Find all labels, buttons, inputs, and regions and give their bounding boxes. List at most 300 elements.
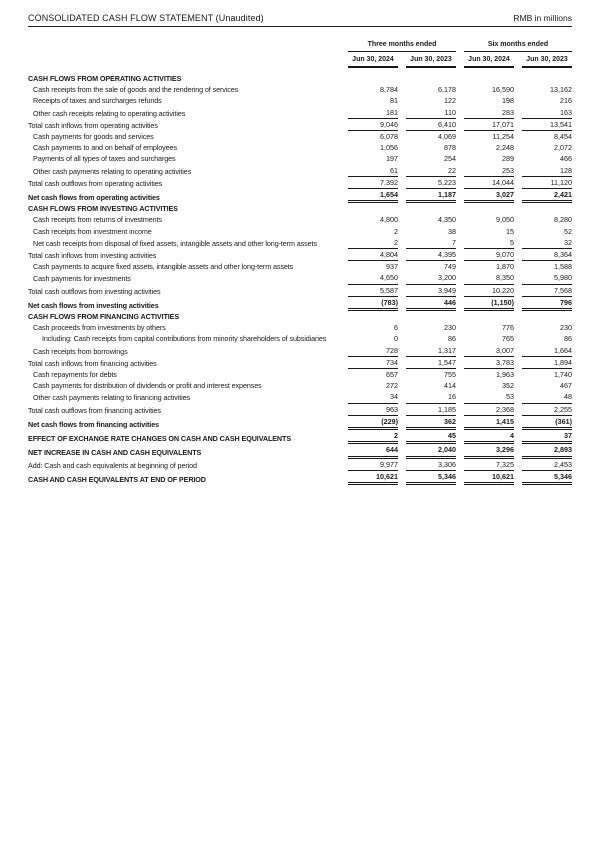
statement-row <box>28 249 572 261</box>
value-cell <box>340 416 398 430</box>
value-cell <box>340 153 398 164</box>
cell-value: 52 <box>564 226 573 236</box>
cell-value: 2 <box>394 226 398 236</box>
value-cell <box>398 73 456 84</box>
cell-value: 5,346 <box>406 471 456 485</box>
value-cell <box>456 84 514 95</box>
cell-value: 254 <box>444 154 456 164</box>
value-cell <box>514 430 572 444</box>
cell-value: 3,306 <box>406 459 456 471</box>
statement-row <box>28 345 572 357</box>
cell-value: 34 <box>348 391 398 403</box>
value-cell <box>398 391 456 403</box>
value-cell <box>514 142 572 153</box>
cell-value <box>464 311 514 322</box>
value-cell <box>340 471 398 485</box>
cell-value: 2,453 <box>522 459 572 471</box>
cell-value: 38 <box>448 226 456 236</box>
cell-value: 2,368 <box>464 404 514 416</box>
cell-value: 7,568 <box>522 285 572 297</box>
column-date-header-row <box>28 52 572 68</box>
cell-value: 283 <box>464 107 514 119</box>
cell-value: 198 <box>502 96 514 106</box>
cell-value: 16 <box>406 391 456 403</box>
value-cell <box>514 214 572 225</box>
period-group-header-row <box>28 40 572 52</box>
value-cell <box>456 459 514 471</box>
cell-value: 163 <box>522 107 572 119</box>
cell-value: 9,046 <box>348 119 398 131</box>
cell-value: 7,392 <box>348 177 398 189</box>
value-cell <box>340 177 398 189</box>
value-cell <box>340 226 398 237</box>
cell-value: 4,650 <box>348 272 398 284</box>
cell-value: 216 <box>560 96 573 106</box>
value-cell <box>340 107 398 119</box>
cell-value <box>522 73 572 84</box>
row-label: Cash repayments for debts <box>33 370 117 380</box>
column-date-label: Jun 30, 2024 <box>348 52 398 68</box>
value-cell <box>514 119 572 131</box>
cell-value: 776 <box>502 323 514 333</box>
cell-value: 8,350 <box>464 272 514 284</box>
cell-value: 937 <box>386 262 398 272</box>
cell-value: 289 <box>502 154 514 164</box>
cell-value: 14,044 <box>464 177 514 189</box>
value-cell <box>398 226 456 237</box>
value-cell <box>456 261 514 272</box>
period-group-label: Three months ended <box>348 40 456 52</box>
value-cell <box>398 119 456 131</box>
value-cell <box>456 416 514 430</box>
row-label: Receipts of taxes and surcharges refunds <box>33 96 162 106</box>
value-cell <box>398 165 456 177</box>
statement-row <box>28 142 572 153</box>
value-cell <box>456 249 514 261</box>
page-title: CONSOLIDATED CASH FLOW STATEMENT (Unaudited) <box>28 13 264 23</box>
row-label: Total cash inflows from investing activities <box>28 251 157 261</box>
section-title: CASH FLOWS FROM OPERATING ACTIVITIES <box>28 74 182 83</box>
value-cell <box>456 107 514 119</box>
row-label: Add: Cash and cash equivalents at beginning of period <box>28 460 197 470</box>
value-cell <box>514 272 572 284</box>
cell-value: 765 <box>502 334 514 344</box>
value-cell <box>514 380 572 391</box>
row-label: Cash payments for investments <box>33 274 131 284</box>
cell-value: 5,223 <box>406 177 456 189</box>
cell-value: 10,621 <box>348 471 398 485</box>
cell-value: 45 <box>406 430 456 444</box>
value-cell <box>340 214 398 225</box>
statement-row <box>28 237 572 249</box>
cell-value: 3,949 <box>406 285 456 297</box>
row-label: Cash receipts from borrowings <box>33 346 128 356</box>
cell-value: 7 <box>406 237 456 249</box>
cell-value: 8,784 <box>380 85 398 95</box>
cell-value: 253 <box>464 165 514 177</box>
value-cell <box>514 165 572 177</box>
value-cell <box>514 444 572 458</box>
value-cell <box>456 226 514 237</box>
value-cell <box>456 119 514 131</box>
cell-value: 0 <box>394 334 398 344</box>
value-cell <box>456 272 514 284</box>
value-cell <box>514 459 572 471</box>
statement-row <box>28 119 572 131</box>
value-cell <box>398 322 456 333</box>
period-group-label: Six months ended <box>464 40 572 52</box>
statement-row <box>28 357 572 369</box>
cell-value: 4,804 <box>348 249 398 261</box>
value-cell <box>398 471 456 485</box>
cell-value <box>522 203 572 214</box>
cell-value: 86 <box>448 334 456 344</box>
value-cell <box>514 261 572 272</box>
cell-value: 37 <box>522 430 572 444</box>
value-cell <box>398 380 456 391</box>
cell-value: 352 <box>502 381 514 391</box>
cell-value: 16,590 <box>492 85 514 95</box>
statement-row <box>28 430 572 444</box>
cell-value: (229) <box>348 416 398 430</box>
statement-row <box>28 297 572 311</box>
statement-row <box>28 416 572 430</box>
value-cell <box>514 297 572 311</box>
cell-value: 15 <box>506 226 514 236</box>
cell-value: 110 <box>406 107 456 119</box>
row-label: Cash receipts from the sale of goods and the rendering of services <box>33 85 239 95</box>
row-label: Cash payments for distribution of dividends or profit and interest expenses <box>33 381 262 391</box>
cell-value: 2,255 <box>522 404 572 416</box>
value-cell <box>456 153 514 164</box>
value-cell <box>456 131 514 142</box>
value-cell <box>340 237 398 249</box>
header-spacer-cell <box>28 52 340 68</box>
cell-value: 13,162 <box>550 85 573 95</box>
value-cell <box>340 84 398 95</box>
row-label: Including: Cash receipts from capital contributions from minority shareholders of subsidiaries <box>42 334 327 344</box>
column-date-label: Jun 30, 2023 <box>406 52 456 68</box>
value-cell <box>514 131 572 142</box>
value-cell <box>456 297 514 311</box>
cell-value: 1,588 <box>554 262 573 272</box>
cell-value: 1,963 <box>496 370 514 380</box>
value-cell <box>398 272 456 284</box>
cell-value: 2 <box>348 237 398 249</box>
statement-row <box>28 471 572 485</box>
cell-value: 2,072 <box>554 143 573 153</box>
column-header-cell <box>456 52 514 68</box>
statement-row <box>28 404 572 416</box>
cell-value: 48 <box>522 391 572 403</box>
row-label: Cash payments to and on behalf of employees <box>33 143 177 153</box>
value-cell <box>514 95 572 106</box>
cell-value: 1,547 <box>406 357 456 369</box>
value-cell <box>514 369 572 380</box>
value-cell <box>456 311 514 322</box>
row-label: EFFECT OF EXCHANGE RATE CHANGES ON CASH AND CASH EQUIVALENTS <box>28 434 292 444</box>
value-cell <box>340 369 398 380</box>
value-cell <box>398 404 456 416</box>
cell-value <box>406 203 456 214</box>
row-label: Net cash flows from operating activities <box>28 193 160 203</box>
cell-value: 5,587 <box>348 285 398 297</box>
value-cell <box>456 237 514 249</box>
row-label: Other cash payments relating to financing activities <box>33 393 191 403</box>
cell-value: 6 <box>394 323 398 333</box>
cell-value: 1,415 <box>464 416 514 430</box>
cell-value: 1,894 <box>522 357 572 369</box>
document-header <box>28 13 572 27</box>
value-cell <box>340 95 398 106</box>
statement-row <box>28 153 572 164</box>
statement-row <box>28 285 572 297</box>
value-cell <box>398 84 456 95</box>
cell-value: 86 <box>564 334 573 344</box>
value-cell <box>514 357 572 369</box>
statement-row <box>28 322 572 333</box>
cell-value <box>348 311 398 322</box>
cell-value: 4,395 <box>406 249 456 261</box>
value-cell <box>456 471 514 485</box>
value-cell <box>514 84 572 95</box>
row-label: Cash payments to acquire fixed assets, intangible assets and other long-term assets <box>33 262 294 272</box>
cell-value: 3,200 <box>406 272 456 284</box>
statement-row <box>28 107 572 119</box>
column-date-label: Jun 30, 2024 <box>464 52 514 68</box>
value-cell <box>398 459 456 471</box>
row-label: CASH AND CASH EQUIVALENTS AT END OF PERIOD <box>28 474 206 484</box>
cell-value: 17,071 <box>464 119 514 131</box>
row-label: Total cash outflows from financing activities <box>28 405 161 415</box>
cell-value <box>348 203 398 214</box>
value-cell <box>340 165 398 177</box>
value-cell <box>398 189 456 203</box>
value-cell <box>456 322 514 333</box>
cell-value: 644 <box>348 444 398 458</box>
row-label: Total cash inflows from operating activities <box>28 120 158 130</box>
statement-row <box>28 214 572 225</box>
cell-value: 2,421 <box>522 189 572 203</box>
value-cell <box>456 444 514 458</box>
cell-value: 1,056 <box>380 143 398 153</box>
row-label: Total cash outflows from investing activities <box>28 286 161 296</box>
value-cell <box>340 142 398 153</box>
value-cell <box>398 237 456 249</box>
cell-value: 81 <box>390 96 398 106</box>
cell-value <box>464 203 514 214</box>
row-label: Net cash flows from financing activities <box>28 419 159 429</box>
cell-value: 122 <box>444 96 456 106</box>
value-cell <box>340 311 398 322</box>
column-header-cell <box>514 52 572 68</box>
section-header-row <box>28 73 572 84</box>
cell-value: 3,027 <box>464 189 514 203</box>
value-cell <box>340 261 398 272</box>
cell-value: 22 <box>406 165 456 177</box>
value-cell <box>340 272 398 284</box>
value-cell <box>398 416 456 430</box>
cell-value: 749 <box>444 262 456 272</box>
value-cell <box>456 203 514 214</box>
cell-value: 5,980 <box>522 272 572 284</box>
value-cell <box>398 357 456 369</box>
value-cell <box>514 203 572 214</box>
value-cell <box>398 177 456 189</box>
value-cell <box>514 322 572 333</box>
cell-value: 963 <box>348 404 398 416</box>
value-cell <box>456 333 514 344</box>
value-cell <box>340 380 398 391</box>
cell-value: 2,248 <box>496 143 514 153</box>
cell-value: 4,800 <box>380 215 398 225</box>
cell-value: 5,346 <box>522 471 572 485</box>
row-label: Cash payments for goods and services <box>33 132 154 142</box>
value-cell <box>340 119 398 131</box>
row-label: Net cash flows from investing activities <box>28 300 159 310</box>
cell-value: 10,220 <box>464 285 514 297</box>
section-header-row <box>28 311 572 322</box>
cell-value: 9,977 <box>348 459 398 471</box>
value-cell <box>514 249 572 261</box>
statement-row <box>28 391 572 403</box>
statement-row <box>28 177 572 189</box>
row-label: Net cash receipts from disposal of fixed assets, intangible assets and other long-term assets <box>33 238 317 248</box>
row-label: Total cash outflows from operating activities <box>28 178 163 188</box>
value-cell <box>514 226 572 237</box>
cell-value: 362 <box>406 416 456 430</box>
statement-row <box>28 261 572 272</box>
value-cell <box>514 177 572 189</box>
value-cell <box>340 189 398 203</box>
cell-value: 230 <box>560 323 573 333</box>
cell-value: 1,317 <box>406 345 456 357</box>
cell-value <box>348 73 398 84</box>
value-cell <box>340 249 398 261</box>
value-cell <box>514 391 572 403</box>
section-title: CASH FLOWS FROM FINANCING ACTIVITIES <box>28 312 180 322</box>
cell-value: 414 <box>444 381 456 391</box>
value-cell <box>398 430 456 444</box>
cell-value: 4 <box>464 430 514 444</box>
value-cell <box>398 345 456 357</box>
value-cell <box>456 380 514 391</box>
value-cell <box>456 177 514 189</box>
cell-value: 9,070 <box>464 249 514 261</box>
cell-value: 181 <box>348 107 398 119</box>
cell-value: 1,664 <box>522 345 572 357</box>
value-cell <box>340 430 398 444</box>
cell-value <box>464 73 514 84</box>
statement-row <box>28 226 572 237</box>
cell-value: 1,870 <box>496 262 514 272</box>
value-cell <box>456 95 514 106</box>
cell-value: 53 <box>464 391 514 403</box>
value-cell <box>514 107 572 119</box>
value-cell <box>340 391 398 403</box>
cell-value: 11,254 <box>492 132 514 142</box>
value-cell <box>456 165 514 177</box>
period-group-cell <box>340 40 456 52</box>
cell-value: 466 <box>560 154 573 164</box>
cash-flow-statement-table <box>28 40 572 485</box>
cell-value: 4,069 <box>438 132 456 142</box>
statement-row <box>28 444 572 458</box>
cell-value: 796 <box>522 297 572 311</box>
cell-value: 734 <box>348 357 398 369</box>
cell-value: (1,150) <box>464 297 514 311</box>
cell-value: 1,185 <box>406 404 456 416</box>
row-label: Total cash inflows from financing activities <box>28 358 157 368</box>
row-label: Cash proceeds from investments by others <box>33 323 166 333</box>
cell-value: 6,078 <box>380 132 398 142</box>
statement-row <box>28 189 572 203</box>
value-cell <box>456 189 514 203</box>
value-cell <box>340 285 398 297</box>
statement-row <box>28 84 572 95</box>
cell-value: 197 <box>386 154 398 164</box>
value-cell <box>514 345 572 357</box>
value-cell <box>340 345 398 357</box>
value-cell <box>398 261 456 272</box>
period-group-cell <box>456 40 572 52</box>
statement-row <box>28 380 572 391</box>
statement-row <box>28 272 572 284</box>
value-cell <box>340 131 398 142</box>
cell-value <box>406 311 456 322</box>
statement-row <box>28 131 572 142</box>
value-cell <box>514 471 572 485</box>
value-cell <box>514 416 572 430</box>
cell-value: (361) <box>522 416 572 430</box>
cell-value <box>406 73 456 84</box>
cell-value: 8,454 <box>554 132 573 142</box>
value-cell <box>398 131 456 142</box>
value-cell <box>398 249 456 261</box>
row-label: Cash receipts from investment income <box>33 226 152 236</box>
cell-value: 4,350 <box>438 215 456 225</box>
cell-value: 728 <box>348 345 398 357</box>
value-cell <box>514 237 572 249</box>
column-header-cell <box>398 52 456 68</box>
value-cell <box>340 333 398 344</box>
cell-value: 878 <box>444 143 456 153</box>
cell-value: 11,120 <box>522 177 572 189</box>
value-cell <box>340 357 398 369</box>
value-cell <box>514 153 572 164</box>
cell-value: 230 <box>444 323 456 333</box>
value-cell <box>456 430 514 444</box>
cell-value: 5 <box>464 237 514 249</box>
cell-value: 657 <box>386 370 398 380</box>
value-cell <box>398 95 456 106</box>
cell-value: 7,325 <box>464 459 514 471</box>
value-cell <box>340 203 398 214</box>
row-label: Payments of all types of taxes and surcharges <box>33 154 176 164</box>
value-cell <box>514 189 572 203</box>
value-cell <box>456 391 514 403</box>
cell-value: 1,187 <box>406 189 456 203</box>
value-cell <box>340 459 398 471</box>
row-label: Other cash receipts relating to operating activities <box>33 108 186 118</box>
value-cell <box>398 214 456 225</box>
value-cell <box>456 357 514 369</box>
value-cell <box>456 285 514 297</box>
value-cell <box>340 322 398 333</box>
value-cell <box>340 404 398 416</box>
header-spacer-cell <box>28 40 340 52</box>
cell-value: 1,654 <box>348 189 398 203</box>
